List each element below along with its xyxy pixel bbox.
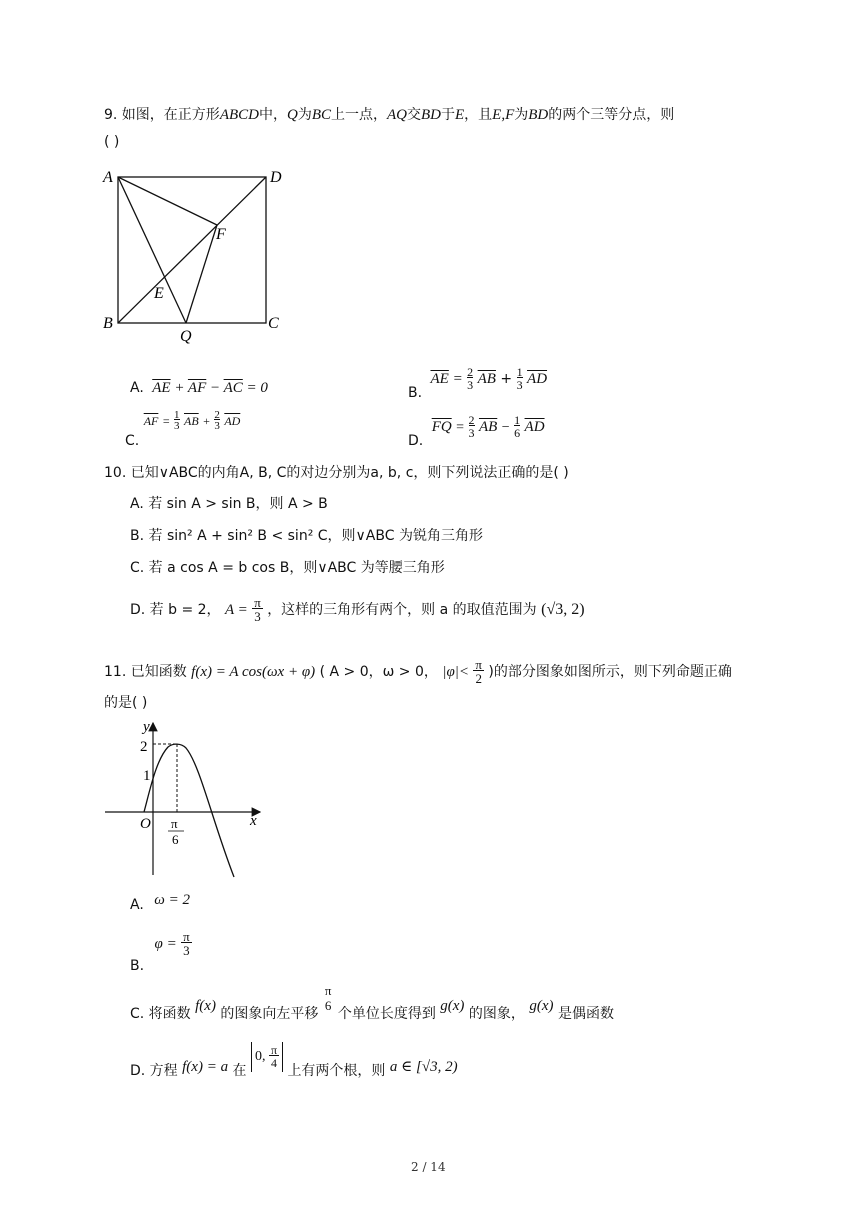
q11-cosine-graph: [100, 715, 270, 880]
q10-option-d[interactable]: D. 若 b = 2， $A = \frac{\pi}{3}$ ，这样的三角形有两个，则 a 的取值范围为 (√3, 2): [130, 595, 585, 624]
x-label: x: [250, 813, 257, 829]
diagonal-bd: [118, 177, 266, 323]
segment-aq: [118, 177, 186, 323]
q11-option-c[interactable]: C. 将函数 f(x) 的图象向左平移 π 6 个单位长度得到 g(x) 的图象， g(x) 是偶函数: [130, 983, 614, 1022]
y-tick-2: 2: [140, 739, 148, 755]
x-tick-6: 6: [172, 832, 179, 847]
q10-option-a[interactable]: A. 若 sin A > sin B，则 A > B: [130, 496, 328, 512]
q9-stem-line2: ( ): [104, 134, 120, 150]
q10-option-b[interactable]: B. 若 sin² A + sin² B < sin² C，则∨ABC 为锐角三角形: [130, 528, 483, 544]
q11-option-a[interactable]: A. ω = 2: [130, 892, 190, 913]
q9-option-b[interactable]: B. $\overline{AE} = \frac{2}{3} \overline{AB} + \frac{1}{3} \overline{AD}$: [408, 365, 548, 401]
q10-stem: 10. 已知∨ABC的内角A, B, C的对边分别为a, b, c，则下列说法正确的是( ): [104, 465, 569, 481]
label-e: E: [154, 285, 164, 302]
q11-option-d[interactable]: D. 方程 f(x) = a 在 0, $\frac{\pi}{4}$ 上有两个根，则 a ∈ [√3, 2): [130, 1043, 458, 1079]
label-q: Q: [180, 328, 192, 345]
segment-af: [118, 177, 217, 225]
segment-fq: [186, 225, 217, 323]
label-b: B: [103, 315, 113, 332]
cosine-curve: [144, 744, 234, 877]
q9-option-d[interactable]: D. $\overline{FQ} = \frac{2}{3} \overline{AB} - \frac{1}{6} \overline{AD}$: [408, 413, 545, 449]
q10-option-c[interactable]: C. 若 a cos A = b cos B，则∨ABC 为等腰三角形: [130, 560, 445, 576]
y-label: y: [143, 719, 150, 735]
q11-stem-line2: 的是( ): [104, 695, 148, 711]
label-a: A: [103, 169, 113, 186]
q11-stem-line1: 11. 已知函数 f(x) = A cos(ωx + φ) ( A > 0，ω > 0， $|\varphi|< \frac{\pi}{2}$ )的部分图象如图所示，则下列命题正确: [104, 657, 732, 686]
q9-stem-line1: 9. 如图，在正方形ABCD中，Q为BC上一点，AQ交BD于E，且E,F为BD的两个三等分点，则: [104, 107, 675, 123]
q9-option-a[interactable]: A. $\overline{AE} + \overline{AF} - \overline{AC} = 0$: [130, 380, 268, 396]
q11-option-b[interactable]: B. $\varphi = \frac{\pi}{3}$: [130, 929, 190, 974]
label-f: F: [216, 226, 226, 243]
label-c: C: [268, 315, 279, 332]
q9-square-figure: [100, 165, 300, 345]
page-number: 2 / 14: [411, 1160, 446, 1174]
q9-option-c[interactable]: C. $\overline{AF} = \frac{1}{3} \overline{AB} + \frac{2}{3} \overline{AD}$: [125, 409, 241, 449]
origin-label: O: [140, 816, 151, 832]
x-tick-pi: π: [171, 816, 178, 831]
label-d: D: [270, 169, 282, 186]
y-tick-1: 1: [143, 768, 151, 784]
